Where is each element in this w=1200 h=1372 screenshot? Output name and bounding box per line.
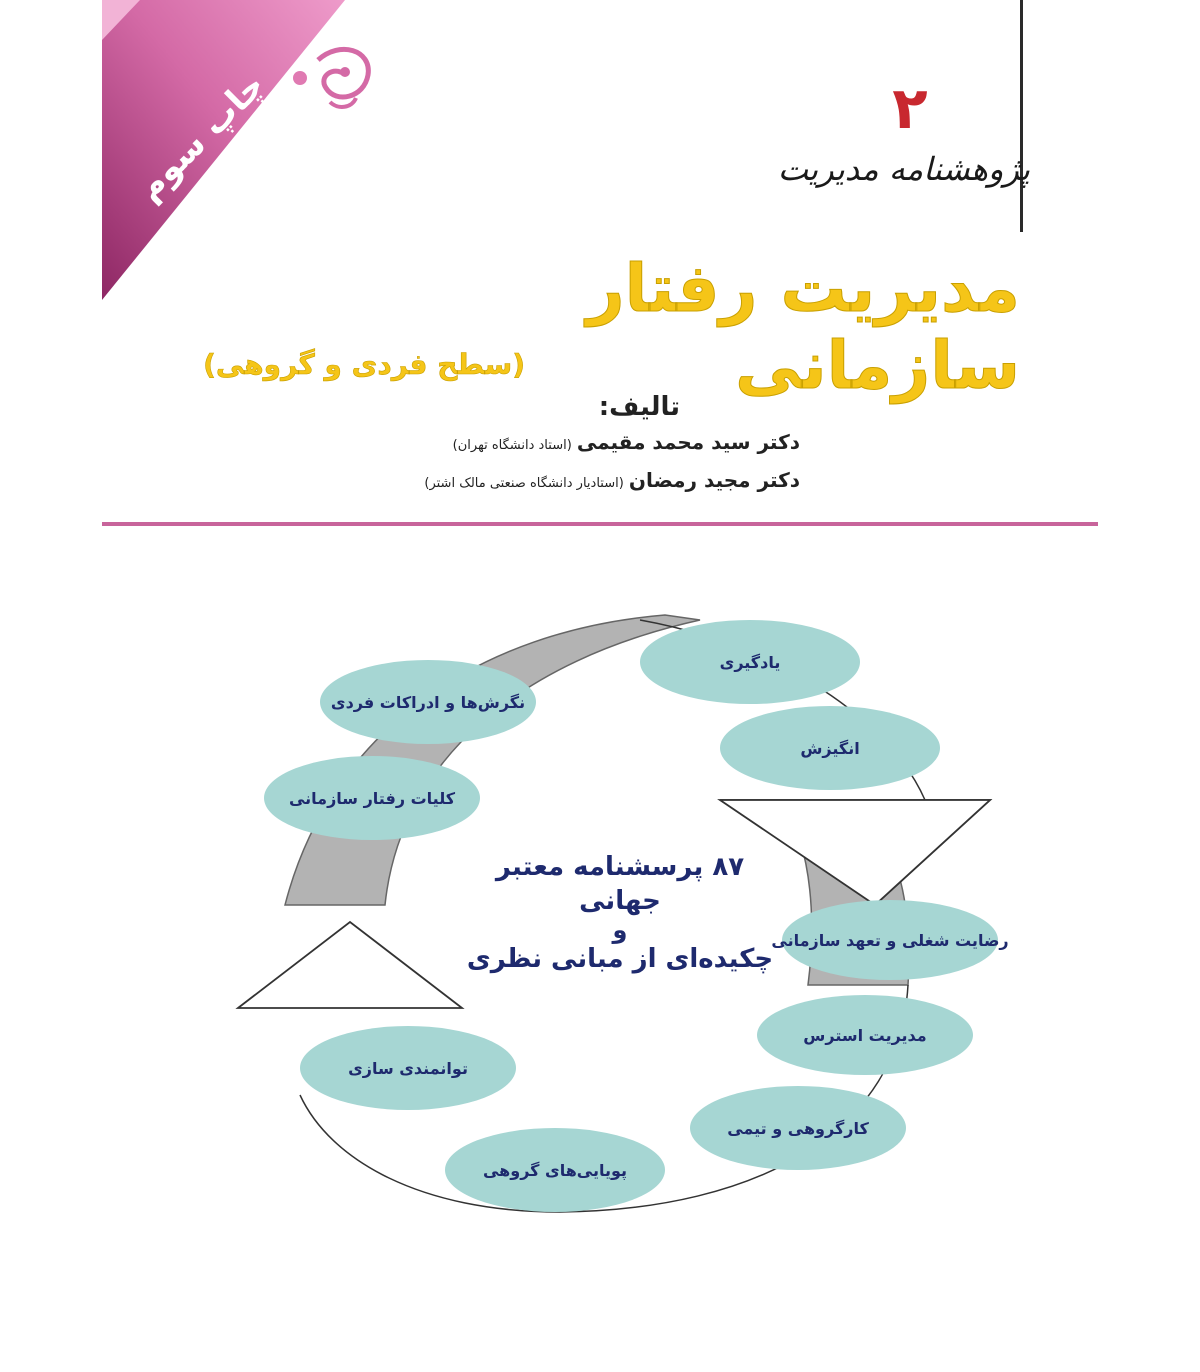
topic-label-6: پویایی‌های گروهی bbox=[482, 1160, 628, 1180]
topic-label-1: یادگیری bbox=[719, 652, 781, 672]
series-title: پژوهشنامه مدیریت bbox=[777, 150, 1030, 188]
diagram-center-text bbox=[460, 850, 780, 976]
book-title: مدیریت رفتار سازمانی bbox=[586, 250, 1020, 404]
author-1-affiliation: (استاد دانشگاه تهران) bbox=[452, 438, 572, 453]
center-line-2: و bbox=[612, 916, 628, 944]
author-2-name: دکتر مجید رمضان bbox=[628, 468, 800, 492]
topic-label-2: انگیزش bbox=[800, 738, 860, 758]
edition-label: چاپ سوم bbox=[129, 65, 273, 209]
center-line-3: چکیده‌ای از مبانی نظری bbox=[466, 944, 774, 974]
topic-label-3: رضایت شغلی و تعهد سازمانی bbox=[771, 930, 1009, 950]
author-2-affiliation: (استادیار دانشگاه صنعتی مالک اشتر) bbox=[424, 476, 624, 491]
topic-label-7: توانمندی سازی bbox=[348, 1058, 468, 1078]
topic-label-5: کارگروهی و تیمی bbox=[727, 1118, 869, 1138]
arrow-up bbox=[238, 922, 462, 1008]
series-number: ۲ bbox=[892, 74, 928, 142]
authorship-label: تالیف: bbox=[598, 392, 680, 422]
center-line-1: ۸۷ پرسشنامه معتبر جهانی bbox=[495, 852, 745, 916]
topic-label-4: مدیریت استرس bbox=[803, 1025, 927, 1045]
topic-label-8: کلیات رفتار سازمانی bbox=[288, 788, 456, 808]
author-1-name: دکتر سید محمد مقیمی bbox=[576, 430, 800, 454]
topic-label-9: نگرش‌ها و ادراکات فردی bbox=[330, 692, 526, 712]
book-subtitle: (سطح فردی و گروهی) bbox=[203, 348, 525, 381]
